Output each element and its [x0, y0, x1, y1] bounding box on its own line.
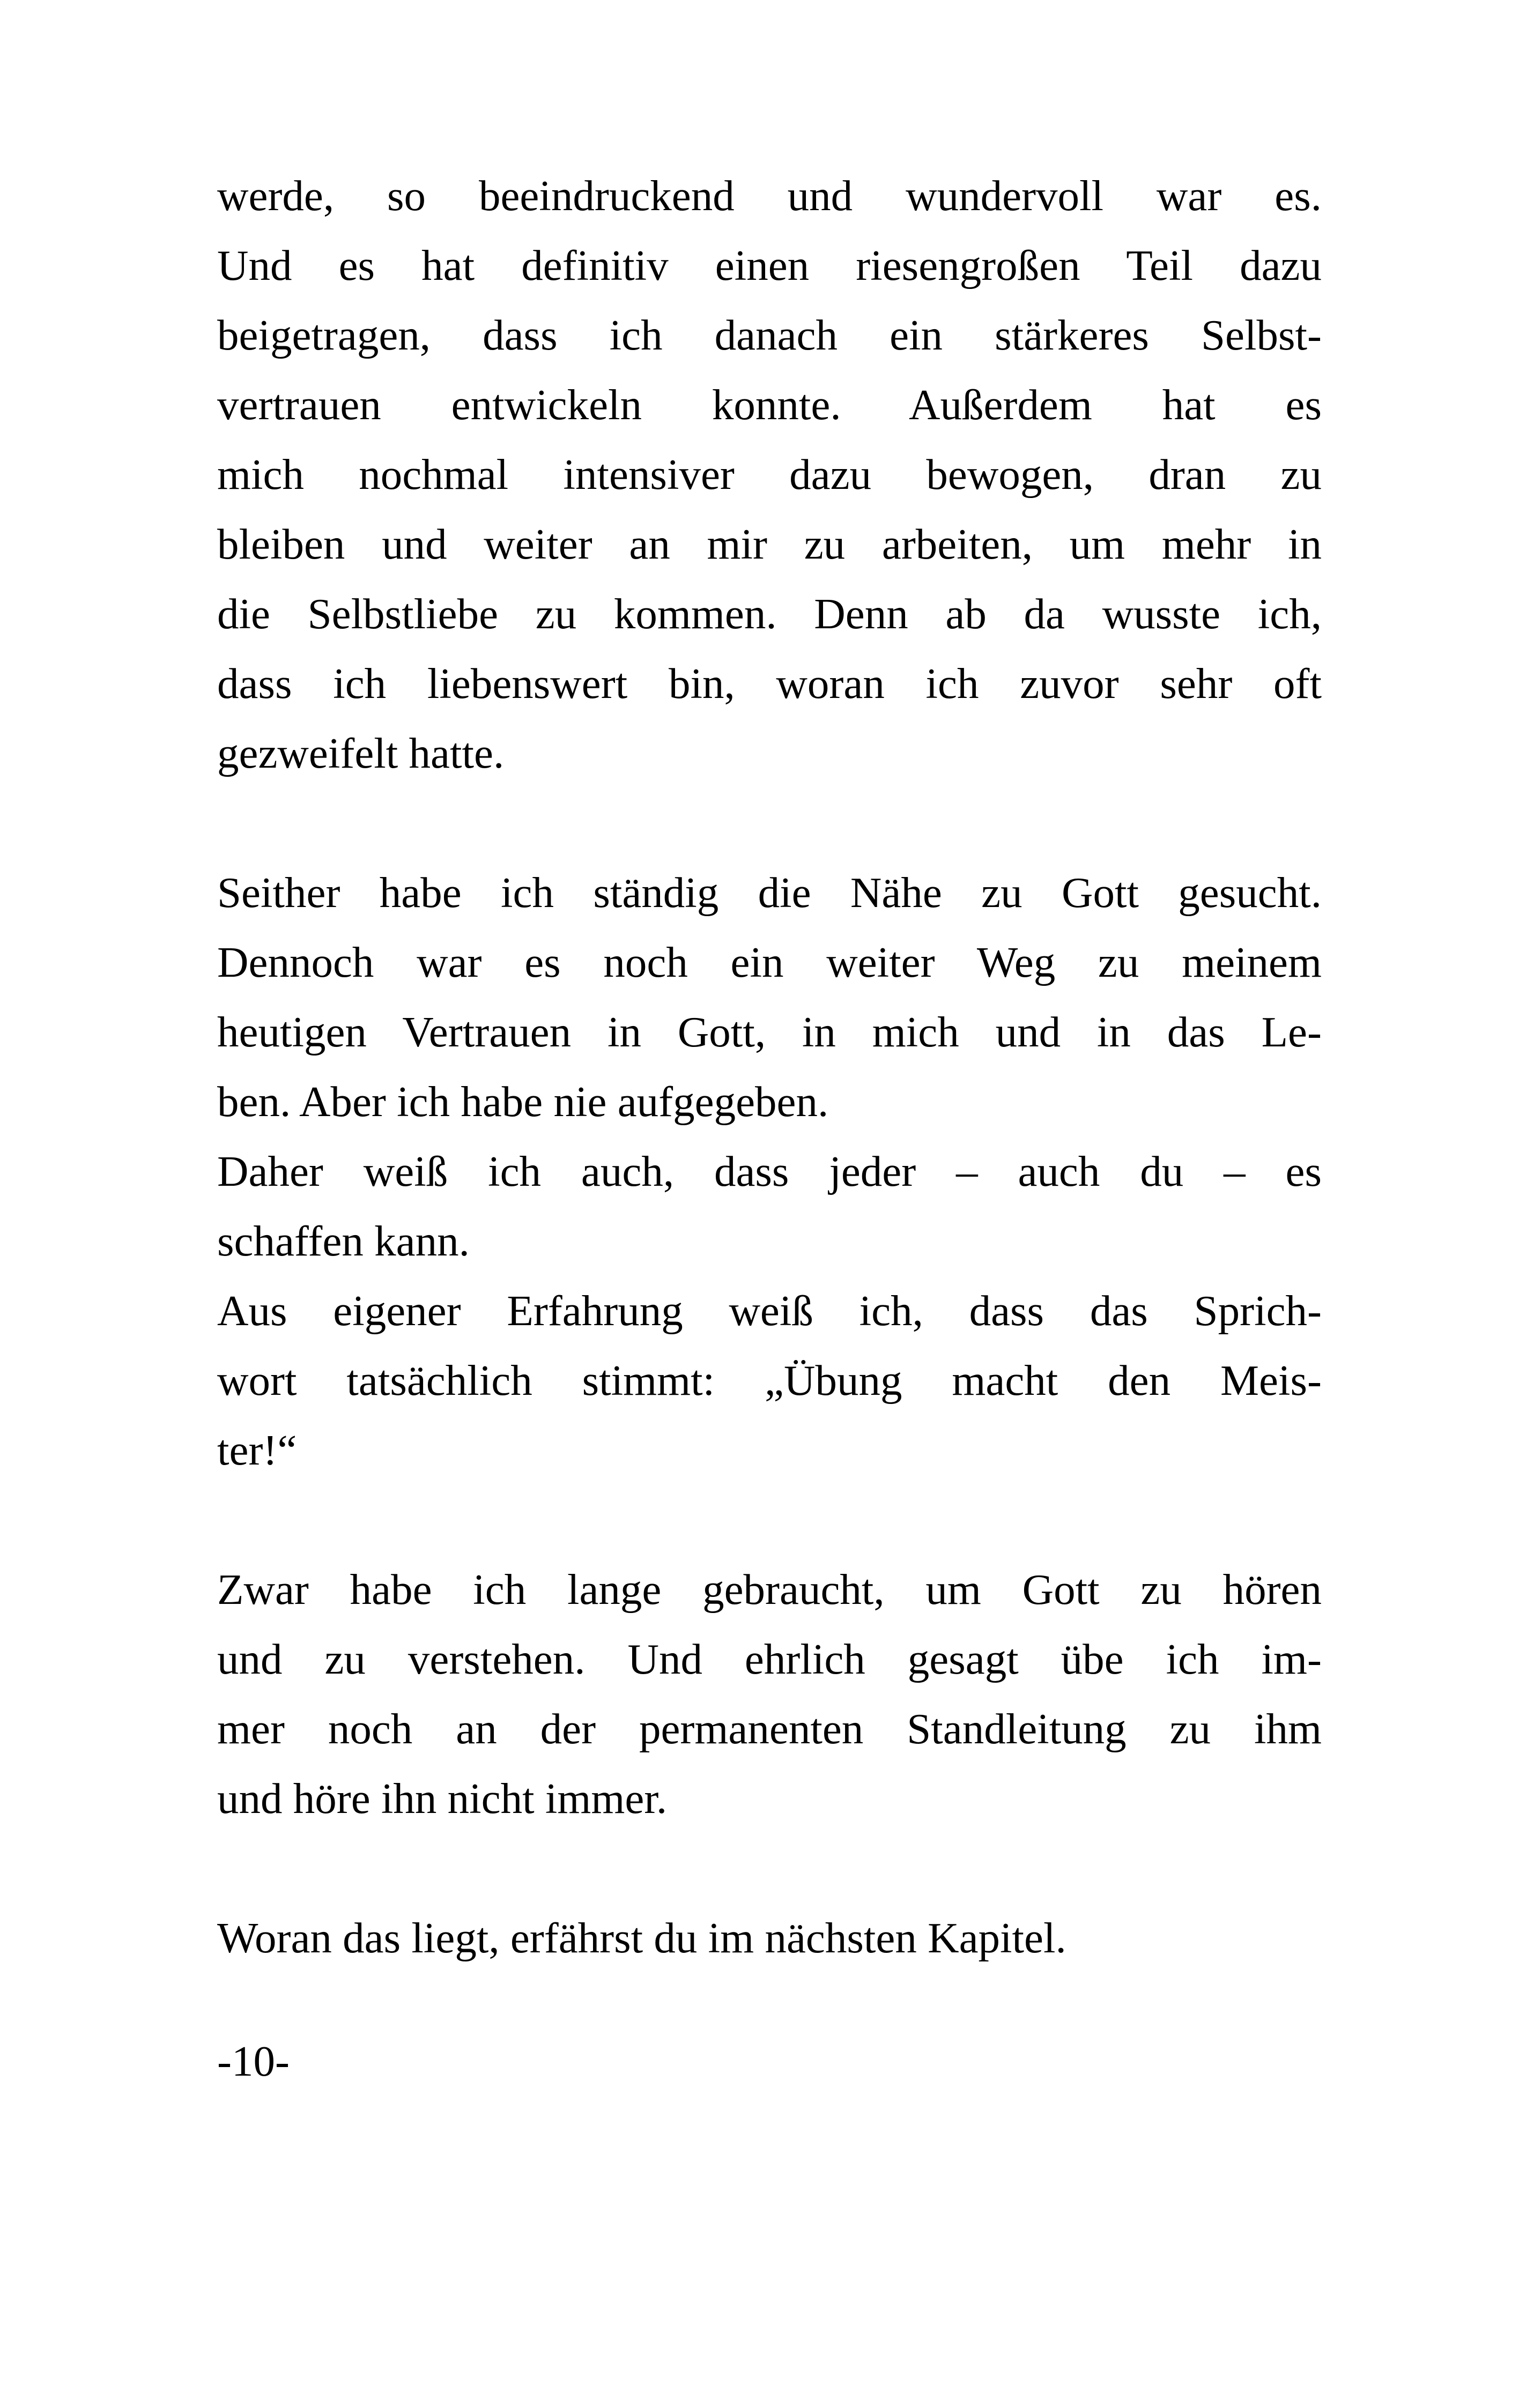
text-line: die Selbstliebe zu kommen. Denn ab da wusste ich,: [217, 590, 1322, 638]
text-line: Dennoch war es noch ein weiter Weg zu meinem: [217, 938, 1322, 986]
text-block: [217, 161, 1322, 2096]
text-line: gezweifelt hatte.: [217, 729, 505, 777]
text-line: vertrauen entwickeln konnte. Außerdem hat es: [217, 381, 1322, 429]
text-line: ben. Aber ich habe nie aufgegeben.: [217, 1077, 829, 1126]
paragraph: [217, 1136, 1322, 1276]
paragraph: [217, 1276, 1322, 1485]
text-line: bleiben und weiter an mir zu arbeiten, um mehr in: [217, 520, 1322, 568]
paragraph: [217, 858, 1322, 1136]
text-line: Aus eigener Erfahrung weiß ich, dass das Sprich-: [217, 1287, 1322, 1335]
paragraph: [217, 1903, 1322, 1973]
text-line: schaffen kann.: [217, 1217, 470, 1265]
text-line: dass ich liebenswert bin, woran ich zuvor sehr oft: [217, 659, 1322, 708]
text-line: Und es hat definitiv einen riesengroßen Teil dazu: [217, 241, 1322, 289]
text-line: ter!“: [217, 1426, 297, 1474]
text-line: und zu verstehen. Und ehrlich gesagt übe ich im-: [217, 1635, 1322, 1683]
text-line: Seither habe ich ständig die Nähe zu Gott gesucht.: [217, 868, 1322, 917]
text-line: Woran das liegt, erfährst du im nächsten Kapitel.: [217, 1914, 1066, 1962]
paragraph: [217, 161, 1322, 788]
text-line: beigetragen, dass ich danach ein stärkeres Selbst-: [217, 311, 1322, 359]
text-line: Daher weiß ich auch, dass jeder – auch du – es: [217, 1147, 1322, 1195]
text-line: werde, so beeindruckend und wundervoll war es.: [217, 172, 1322, 220]
text-line: mer noch an der permanenten Standleitung zu ihm: [217, 1705, 1322, 1753]
text-line: mich nochmal intensiver dazu bewogen, dran zu: [217, 450, 1322, 499]
paragraph: [217, 1555, 1322, 1833]
text-line: heutigen Vertrauen in Gott, in mich und in das Le-: [217, 1008, 1322, 1056]
text-line: und höre ihn nicht immer.: [217, 1774, 668, 1823]
text-line: wort tatsächlich stimmt: „Übung macht den Meis-: [217, 1356, 1322, 1404]
page-number: -10-: [217, 2037, 290, 2085]
text-line: Zwar habe ich lange gebraucht, um Gott zu hören: [217, 1565, 1322, 1614]
